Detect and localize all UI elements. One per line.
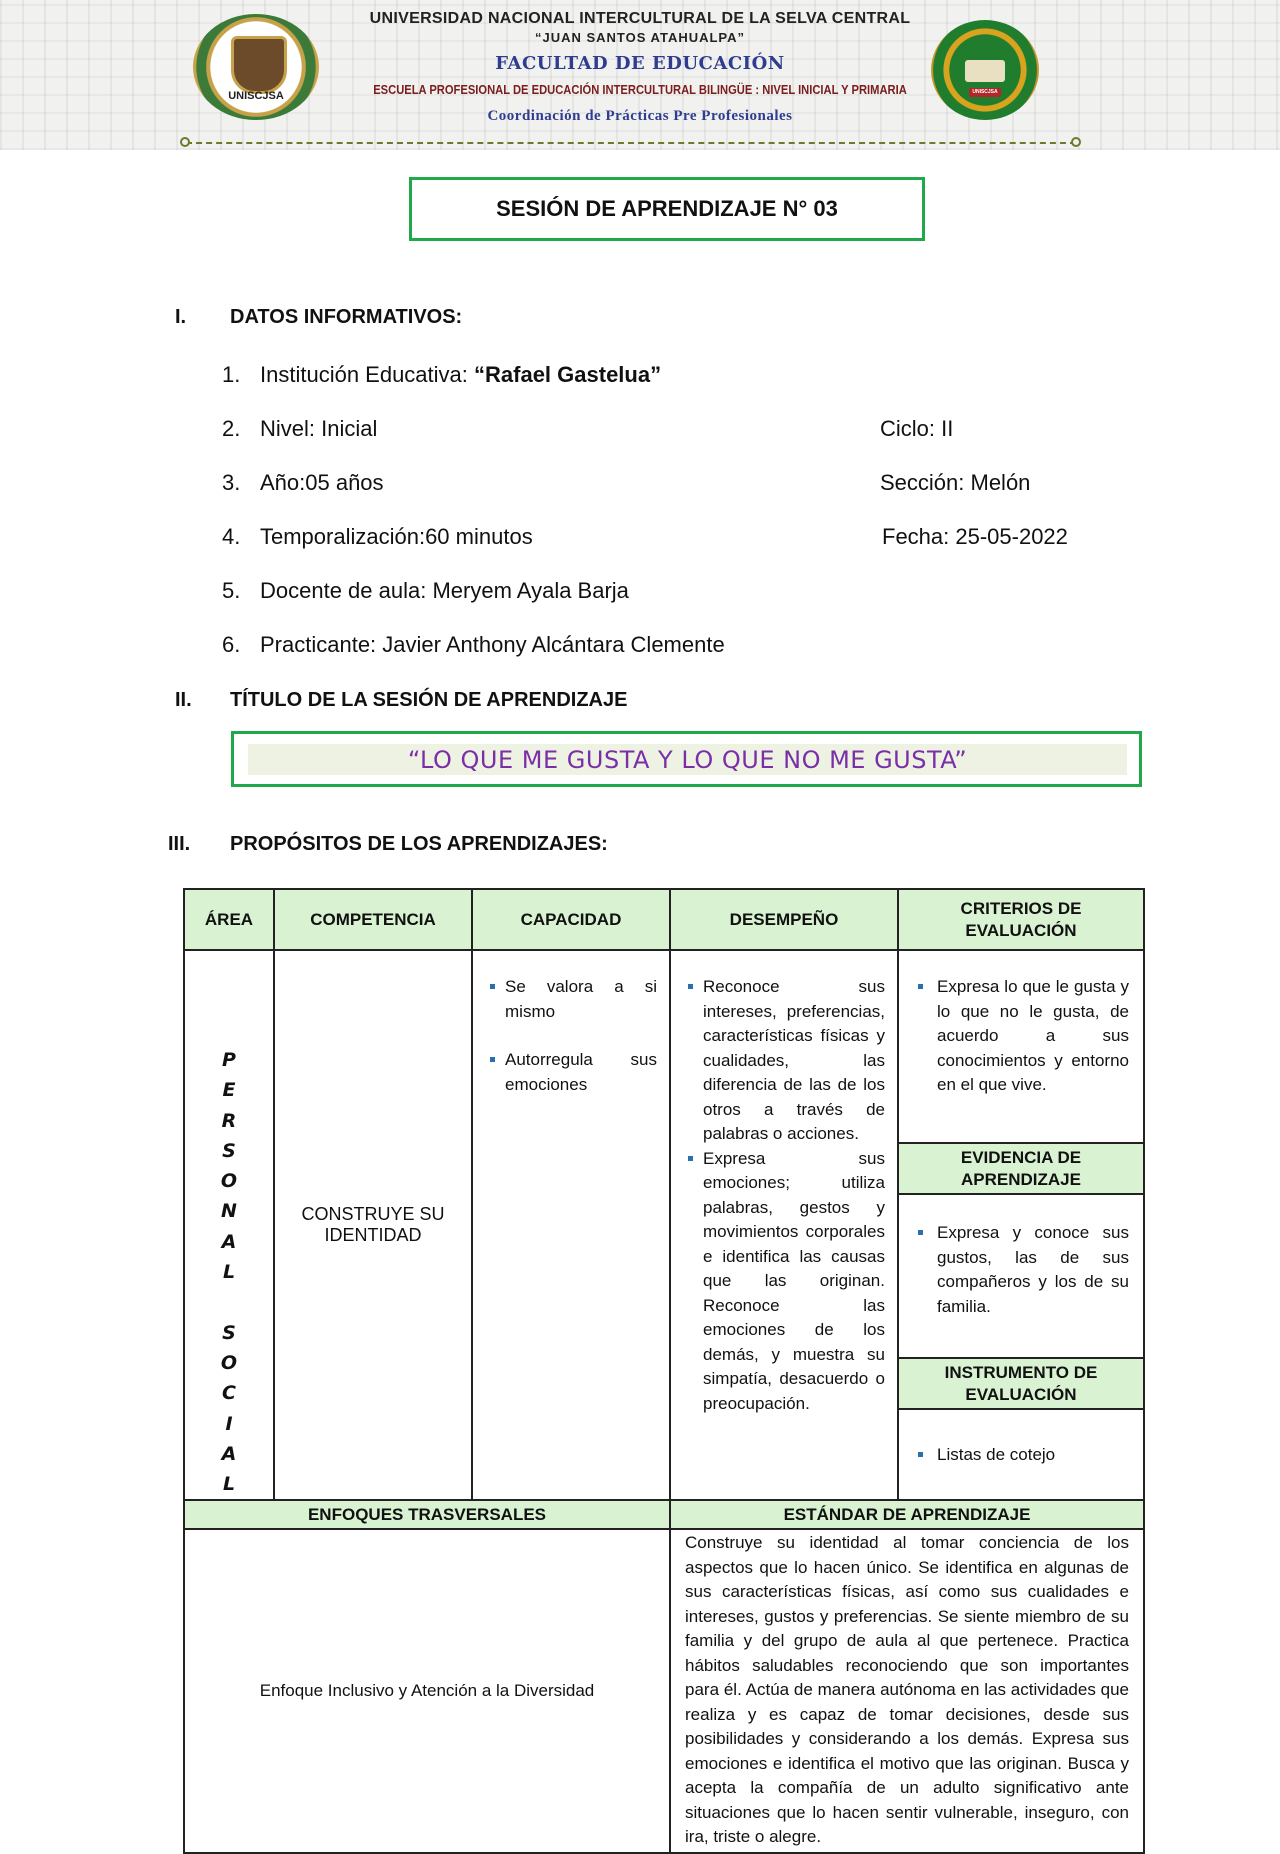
datos-item-3: 3. Año:05 años (222, 470, 384, 495)
enfoque-cell: Enfoque Inclusivo y Atención a la Diversidad (184, 1529, 670, 1853)
area-letter: L (222, 1261, 236, 1284)
area-personal-social (184, 950, 274, 1500)
desempeno-cell (670, 950, 898, 1500)
area-letter (185, 1287, 273, 1317)
capacidad-item: Se valora a si mismo (485, 975, 657, 1024)
coordination-title: Coordinación de Prácticas Pre Profesionales (487, 108, 793, 124)
instrumento-cell (898, 1409, 1144, 1500)
competencia-cell: CONSTRUYE SU IDENTIDAD (274, 950, 472, 1500)
faculty-title: FACULTAD DE EDUCACIÓN (495, 53, 785, 74)
evidencia-cell (898, 1194, 1144, 1358)
session-title: “LO QUE ME GUSTA Y LO QUE NO ME GUSTA” (248, 744, 1127, 775)
header-capacidad: CAPACIDAD (472, 889, 670, 950)
header-divider (186, 142, 1076, 144)
logo-left-text: UNISCJSA (228, 90, 284, 102)
desempeno-item: Expresa sus emociones; utiliza palabras, gestos y movimientos corporales e identifica las causas que las originan. Reconoce las emociones de los demás, y muestra su simpatía, desacuerdo o preocupación. (683, 1147, 885, 1417)
evidencia-item: Expresa y conoce sus gustos, las de sus compañeros y los de su familia. (913, 1221, 1129, 1319)
session-number-title: SESIÓN DE APRENDIZAJE N° 03 (409, 177, 925, 241)
header-estandar: ESTÁNDAR DE APRENDIZAJE (670, 1500, 1144, 1529)
header-competencia: COMPETENCIA (274, 889, 472, 950)
instrumento-item: Listas de cotejo (913, 1443, 1129, 1468)
datos-item-6: 6. Practicante: Javier Anthony Alcántara Clemente (222, 632, 725, 657)
datos-item-5: 5. Docente de aula: Meryem Ayala Barja (222, 578, 629, 603)
logo-right-text: UNISCJSA (972, 89, 998, 95)
area-letter: O (220, 1351, 238, 1374)
ciclo-value: Ciclo: II (880, 416, 954, 441)
area-letter: L (222, 1473, 236, 1496)
school-title: ESCUELA PROFESIONAL DE EDUCACIÓN INTERCULTURAL BILINGÜE : NIVEL INICIAL Y PRIMARIA (373, 82, 907, 97)
area-letter: O (220, 1170, 238, 1193)
divider-dot-left (180, 137, 190, 147)
header-instrumento: INSTRUMENTO DE EVALUACIÓN (898, 1358, 1144, 1409)
area-letter: P (222, 1049, 236, 1071)
capacidad-cell (472, 950, 670, 1500)
divider-dot-right (1071, 137, 1081, 147)
area-letter: S (222, 1321, 236, 1344)
session-title-box (231, 731, 1142, 787)
capacidad-item: Autorregula sus emociones (485, 1048, 657, 1097)
header-evidencia: EVIDENCIA DE APRENDIZAJE (898, 1143, 1144, 1194)
header-desempeno: DESEMPEÑO (670, 889, 898, 950)
desempeno-item: Reconoce sus intereses, preferencias, características físicas y cualidades, las diferencia de las de los otros a través de palabras o acciones. (683, 975, 885, 1147)
area-letter: A (221, 1442, 237, 1465)
page-header (0, 0, 1280, 150)
area-letter: N (221, 1200, 237, 1223)
datos-item-1: 1. Institución Educativa: “Rafael Gastelua” (222, 362, 662, 387)
area-letter: R (221, 1109, 237, 1132)
estandar-cell: Construye su identidad al tomar conciencia de los aspectos que lo hacen único. Se identifica en algunas de sus características físicas, así como sus cualidades e intereses, gustos y preferencias. Se siente miembro de su familia y del grupo de aula al que pertenece. Practica hábitos saludables reconociendo que son importantes para él. Actúa de manera autónoma en las actividades que realiza y es capaz de tomar decisiones, desde sus posibilidades y considerando a los demás. Expresa sus emociones e identifica el motivo que las originan. Busca y acepta la compañía de un adulto significativo ante situaciones que lo hacen sentir vulnerable, inseguro, con ira, triste o alegre. (670, 1529, 1144, 1853)
university-title: UNIVERSIDAD NACIONAL INTERCULTURAL DE LA SELVA CENTRAL (369, 10, 911, 27)
university-name: “JUAN SANTOS ATAHUALPA” (534, 30, 746, 45)
learning-purposes-table (183, 888, 1145, 1854)
criterio-cell (898, 950, 1144, 1143)
area-letter: S (222, 1139, 236, 1162)
area-letter: E (222, 1079, 236, 1102)
header-area: ÁREA (184, 889, 274, 950)
header-criterios: CRITERIOS DE EVALUACIÓN (898, 889, 1144, 950)
fecha-value: Fecha: 25-05-2022 (882, 524, 1068, 549)
area-letter: A (221, 1230, 237, 1253)
datos-item-4: 4. Temporalización:60 minutos (222, 524, 533, 549)
criterio-item: Expresa lo que le gusta y lo que no le gusta, de acuerdo a sus conocimientos y entorno en el que vive. (913, 975, 1129, 1098)
datos-item-2: 2. Nivel: Inicial (222, 416, 378, 441)
area-letter: I (225, 1412, 233, 1435)
area-letter: C (222, 1382, 236, 1405)
institution-name: “Rafael Gastelua” (474, 362, 662, 387)
header-enfoques: ENFOQUES TRASVERSALES (184, 1500, 670, 1529)
seccion-value: Sección: Melón (880, 470, 1031, 495)
